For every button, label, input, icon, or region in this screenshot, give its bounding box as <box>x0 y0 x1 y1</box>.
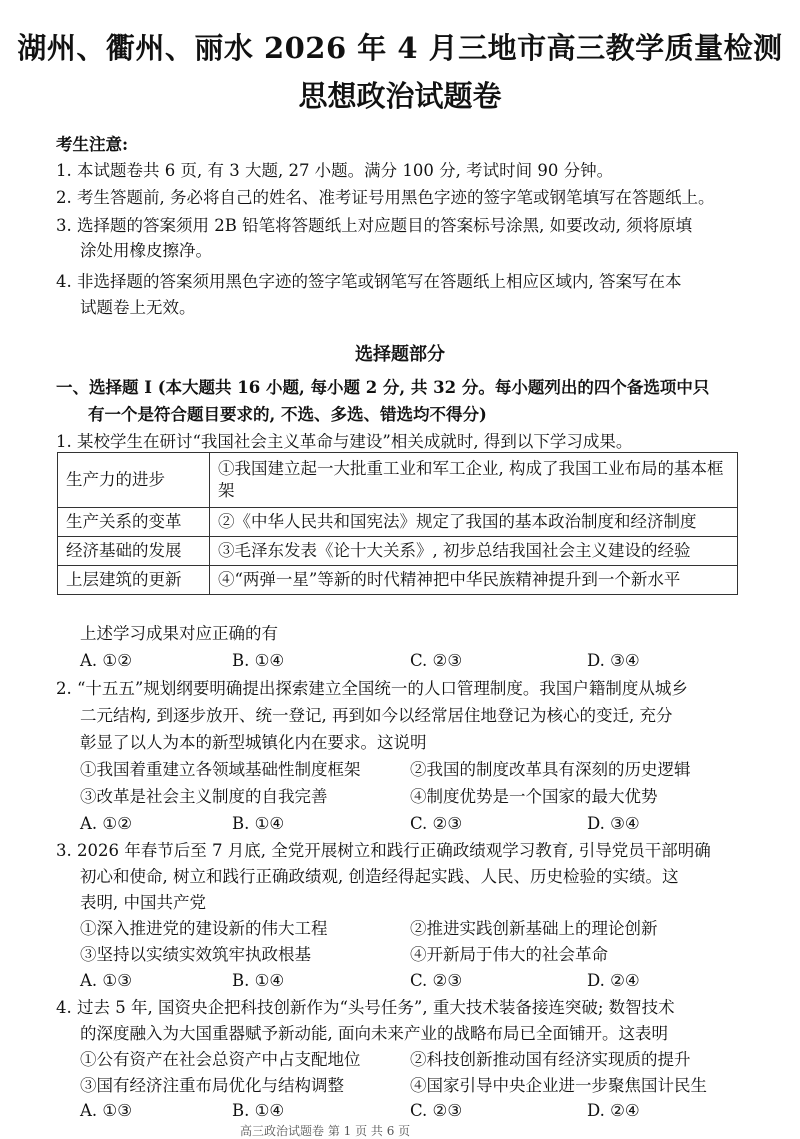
option-d: D. ③④ <box>587 814 640 833</box>
option-c: C. ②③ <box>410 1101 463 1120</box>
option-a: A. ①② <box>80 651 132 670</box>
notice-item: 涂处用橡皮擦净。 <box>80 241 212 260</box>
table-cell-key: 生产力的进步 <box>58 453 210 508</box>
statement-item: ③坚持以实绩实效筑牢执政根基 <box>80 945 311 964</box>
table-row <box>58 566 738 595</box>
statement-item: ②推进实践创新基础上的理论创新 <box>410 919 658 938</box>
option-b: B. ①④ <box>232 971 285 990</box>
option-c: C. ②③ <box>410 971 463 990</box>
option-b: B. ①④ <box>232 814 285 833</box>
question-ask: 上述学习成果对应正确的有 <box>80 624 278 643</box>
question-stem: 的深度融入为大国重器赋予新动能, 面向未来产业的战略布局已全面铺开。这表明 <box>80 1024 668 1043</box>
option-d: D. ③④ <box>587 651 640 670</box>
statement-item: ④制度优势是一个国家的最大优势 <box>410 787 658 806</box>
table-cell-key: 上层建筑的更新 <box>58 566 210 595</box>
option-a: A. ①③ <box>80 971 132 990</box>
question-stem: 2. “十五五”规划纲要明确提出探索建立全国统一的人口管理制度。我国户籍制度从城乡 <box>56 679 688 698</box>
statement-item: ①深入推进党的建设新的伟大工程 <box>80 919 328 938</box>
exam-title: 湖州、衢州、丽水 2026 年 4 月三地市高三教学质量检测 <box>17 31 783 65</box>
option-a: A. ①② <box>80 814 132 833</box>
table-cell-value: ②《中华人民共和国宪法》规定了我国的基本政治制度和经济制度 <box>210 508 738 537</box>
option-b: B. ①④ <box>232 651 285 670</box>
table-cell-key: 生产关系的变革 <box>58 508 210 537</box>
statement-item: ①我国着重建立各领域基础性制度框架 <box>80 760 361 779</box>
notice-item: 试题卷上无效。 <box>80 298 196 317</box>
table-row <box>58 453 738 508</box>
table-row <box>58 537 738 566</box>
notice-heading: 考生注意: <box>56 135 129 154</box>
statement-item: ③改革是社会主义制度的自我完善 <box>80 787 328 806</box>
option-c: C. ②③ <box>410 651 463 670</box>
option-a: A. ①③ <box>80 1101 132 1120</box>
statement-item: ①公有资产在社会总资产中占支配地位 <box>80 1050 361 1069</box>
section-instruction: 一、选择题 I (本大题共 16 小题, 每小题 2 分, 共 32 分。每小题列出的四个备选项中只 <box>56 378 710 397</box>
notice-item: 4. 非选择题的答案须用黑色字迹的签字笔或钢笔写在答题纸上相应区域内, 答案写在本 <box>56 272 682 291</box>
table-cell-value: ④“两弹一星”等新的时代精神把中华民族精神提升到一个新水平 <box>210 566 738 595</box>
statement-item: ④开新局于伟大的社会革命 <box>410 945 608 964</box>
section-title: 选择题部分 <box>355 344 445 365</box>
notice-item: 1. 本试题卷共 6 页, 有 3 大题, 27 小题。满分 100 分, 考试时间 90 分钟。 <box>56 161 614 180</box>
question-stem: 3. 2026 年春节后至 7 月底, 全党开展树立和践行正确政绩观学习教育, 引导党员干部明确 <box>56 841 711 860</box>
statement-item: ④国家引导中央企业进一步聚焦国计民生 <box>410 1076 707 1095</box>
statement-item: ②科技创新推动国有经济实现质的提升 <box>410 1050 691 1069</box>
exam-subtitle: 思想政治试题卷 <box>298 79 502 113</box>
notice-item: 3. 选择题的答案须用 2B 铅笔将答题纸上对应题目的答案标号涂黑, 如要改动, 须将原填 <box>56 216 693 235</box>
table-cell-value: ①我国建立起一大批重工业和军工企业, 构成了我国工业布局的基本框架 <box>210 453 738 508</box>
page-footer: 高三政治试题卷 第 1 页 共 6 页 <box>240 1124 411 1138</box>
table-cell-key: 经济基础的发展 <box>58 537 210 566</box>
question-stem: 1. 某校学生在研讨“我国社会主义革命与建设”相关成就时, 得到以下学习成果。 <box>56 432 633 451</box>
table-cell-value: ③毛泽东发表《论十大关系》, 初步总结我国社会主义建设的经验 <box>210 537 738 566</box>
q1-table <box>57 452 738 595</box>
question-stem: 彰显了以人为本的新型城镇化内在要求。这说明 <box>80 733 427 752</box>
table-row <box>58 508 738 537</box>
section-instruction: 有一个是符合题目要求的, 不选、多选、错选均不得分) <box>88 405 487 424</box>
notice-item: 2. 考生答题前, 务必将自己的姓名、准考证号用黑色字迹的签字笔或钢笔填写在答题纸上。 <box>56 188 715 207</box>
question-stem: 4. 过去 5 年, 国资央企把科技创新作为“头号任务”, 重大技术装备接连突破; 数智技术 <box>56 998 675 1017</box>
option-b: B. ①④ <box>232 1101 285 1120</box>
question-stem: 二元结构, 到逐步放开、统一登记, 再到如今以经常居住地登记为核心的变迁, 充分 <box>80 706 673 725</box>
question-stem: 初心和使命, 树立和践行正确政绩观, 创造经得起实践、人民、历史检验的实绩。这 <box>80 867 679 886</box>
statement-item: ③国有经济注重布局优化与结构调整 <box>80 1076 344 1095</box>
option-d: D. ②④ <box>587 1101 640 1120</box>
question-stem: 表明, 中国共产党 <box>80 893 206 912</box>
option-c: C. ②③ <box>410 814 463 833</box>
option-d: D. ②④ <box>587 971 640 990</box>
statement-item: ②我国的制度改革具有深刻的历史逻辑 <box>410 760 691 779</box>
